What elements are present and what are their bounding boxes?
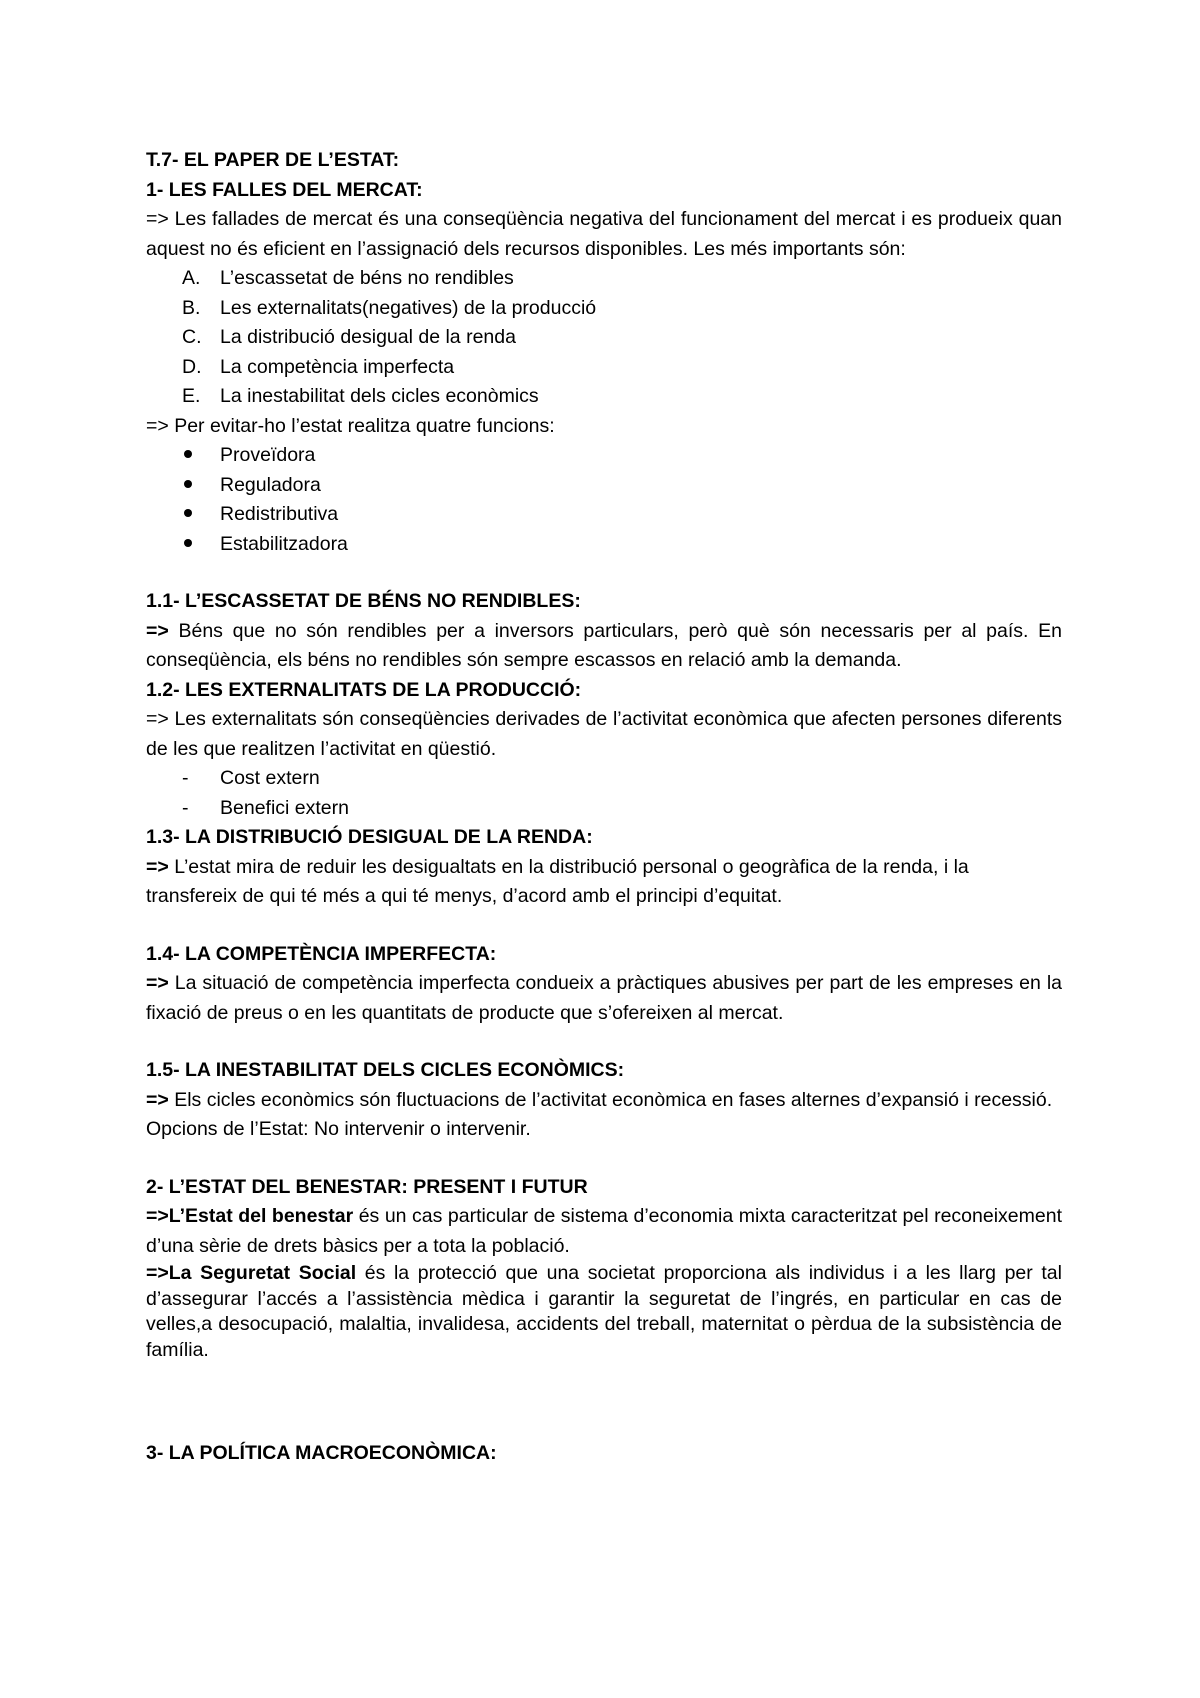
section-1-1-heading: 1.1- L’ESCASSETAT DE BÉNS NO RENDIBLES: [146,590,581,612]
list-marker: A. [182,267,201,289]
section-1-heading: 1- LES FALLES DEL MERCAT: [146,178,423,201]
arrow-marker: => [146,1088,169,1111]
list-item [146,794,1062,824]
section-1-1-text [146,617,1062,676]
section-1-3-body: L’estat mira de reduir les desigualtats en la distribució personal o geogràfica de la renda, i la transfereix de qui té més a qui té menys, d’acord amb el principi d’equitat. [146,855,969,907]
arrow-marker: => [146,972,169,994]
bullet-icon [184,480,192,488]
list-marker: C. [182,326,202,348]
section-2-heading: 2- L’ESTAT DEL BENESTAR: PRESENT I FUTUR [146,1175,588,1198]
section-1-5-body: Els cicles econòmics són fluctuacions de l’activitat econòmica en fases alternes d’expansió i recessió. [174,1088,1053,1111]
section-1-3-heading: 1.3- LA DISTRIBUCIÓ DESIGUAL DE LA RENDA: [146,826,593,848]
welfare-state-text [146,1202,1062,1261]
list-item-text: La competència imperfecta [220,355,455,378]
list-item [146,441,1062,471]
list-item [146,264,1062,294]
list-item-text: Estabilitzadora [220,532,348,555]
list-marker: E. [182,385,201,407]
social-security-term: =>La Seguretat Social [146,1262,357,1284]
state-options: Opcions de l’Estat: No intervenir o intervenir. [146,1118,531,1140]
list-item-text: La inestabilitat dels cicles econòmics [220,385,539,407]
document-title: T.7- EL PAPER DE L’ESTAT: [146,149,400,171]
section-1-2-text: => Les externalitats són conseqüències derivades de l’activitat econòmica que afecten persones diferents de les que realitzen l’activitat en qüestió. [146,708,1062,760]
list-item [146,323,1062,353]
list-item-text: Redistributiva [220,503,339,525]
section-1-4-heading: 1.4- LA COMPETÈNCIA IMPERFECTA: [146,942,497,965]
list-item [146,500,1062,530]
list-item [146,382,1062,412]
list-marker: B. [182,296,201,319]
social-security-text [146,1261,1062,1363]
list-item [146,294,1062,324]
section-1-5-text [146,1086,1062,1116]
welfare-state-term: =>L’Estat del benestar [146,1205,354,1227]
section-1-intro: => Les fallades de mercat és una conseqüència negativa del funcionament del mercat i es produeix quan aquest no és eficient en l’assignació dels recursos disponibles. Les més importants són: [146,208,1062,260]
list-item [146,530,1062,560]
section-1-2-heading: 1.2- LES EXTERNALITATS DE LA PRODUCCIÓ: [146,678,582,701]
arrow-marker: => [146,619,169,642]
list-item [146,764,1062,794]
list-marker: D. [182,355,202,378]
list-item-text: Proveïdora [220,444,316,466]
section-1-3-text [146,853,1062,912]
functions-intro: => Per evitar-ho l’estat realitza quatre funcions: [146,414,555,437]
list-item-text: Les externalitats(negatives) de la producció [220,296,597,319]
list-item [146,471,1062,501]
list-item-text: Reguladora [220,473,321,496]
arrow-marker: => [146,855,169,878]
externalities-list [146,764,1062,823]
section-1-4-body: La situació de competència imperfecta condueix a pràctiques abusives per part de les empreses en la fixació de preus o en les quantitats de producte que s’ofereixen al mercat. [146,972,1062,1024]
list-marker: - [182,796,189,819]
section-1-5-heading: 1.5- LA INESTABILITAT DELS CICLES ECONÒMICS: [146,1059,625,1081]
list-item-text: L’escassetat de béns no rendibles [220,267,514,289]
list-item-text: La distribució desigual de la renda [220,326,516,348]
social-security-body: és la protecció que una societat proporciona als individus i a les llarg per tal d’assegurar l’accés a l’assistència mèdica i garantir la seguretat de l’ingrés, en particular en cas de velles,a desocupació, malaltia, invalidesa, accidents del treball, maternitat o pèrdua de la subsistència de família. [146,1262,1062,1361]
list-item-text: Benefici extern [220,796,349,819]
section-3-heading: 3- LA POLÍTICA MACROECONÒMICA: [146,1442,497,1464]
list-marker: - [182,767,189,789]
list-item [146,353,1062,383]
list-item-text: Cost extern [220,767,320,789]
state-functions-list [146,441,1062,559]
market-failures-list [146,264,1062,412]
section-1-4-text [146,969,1062,1028]
section-1-1-body: Béns que no són rendibles per a inversors particulars, però què són necessaris per al país. En conseqüència, els béns no rendibles són sempre escassos en relació amb la demanda. [146,619,1063,671]
bullet-icon [184,450,192,458]
bullet-icon [184,509,192,517]
welfare-state-body: és un cas particular de sistema d’economia mixta caracteritzat pel reconeixement d’una sèrie de drets bàsics per a tota la població. [146,1205,1062,1257]
bullet-icon [184,539,192,547]
